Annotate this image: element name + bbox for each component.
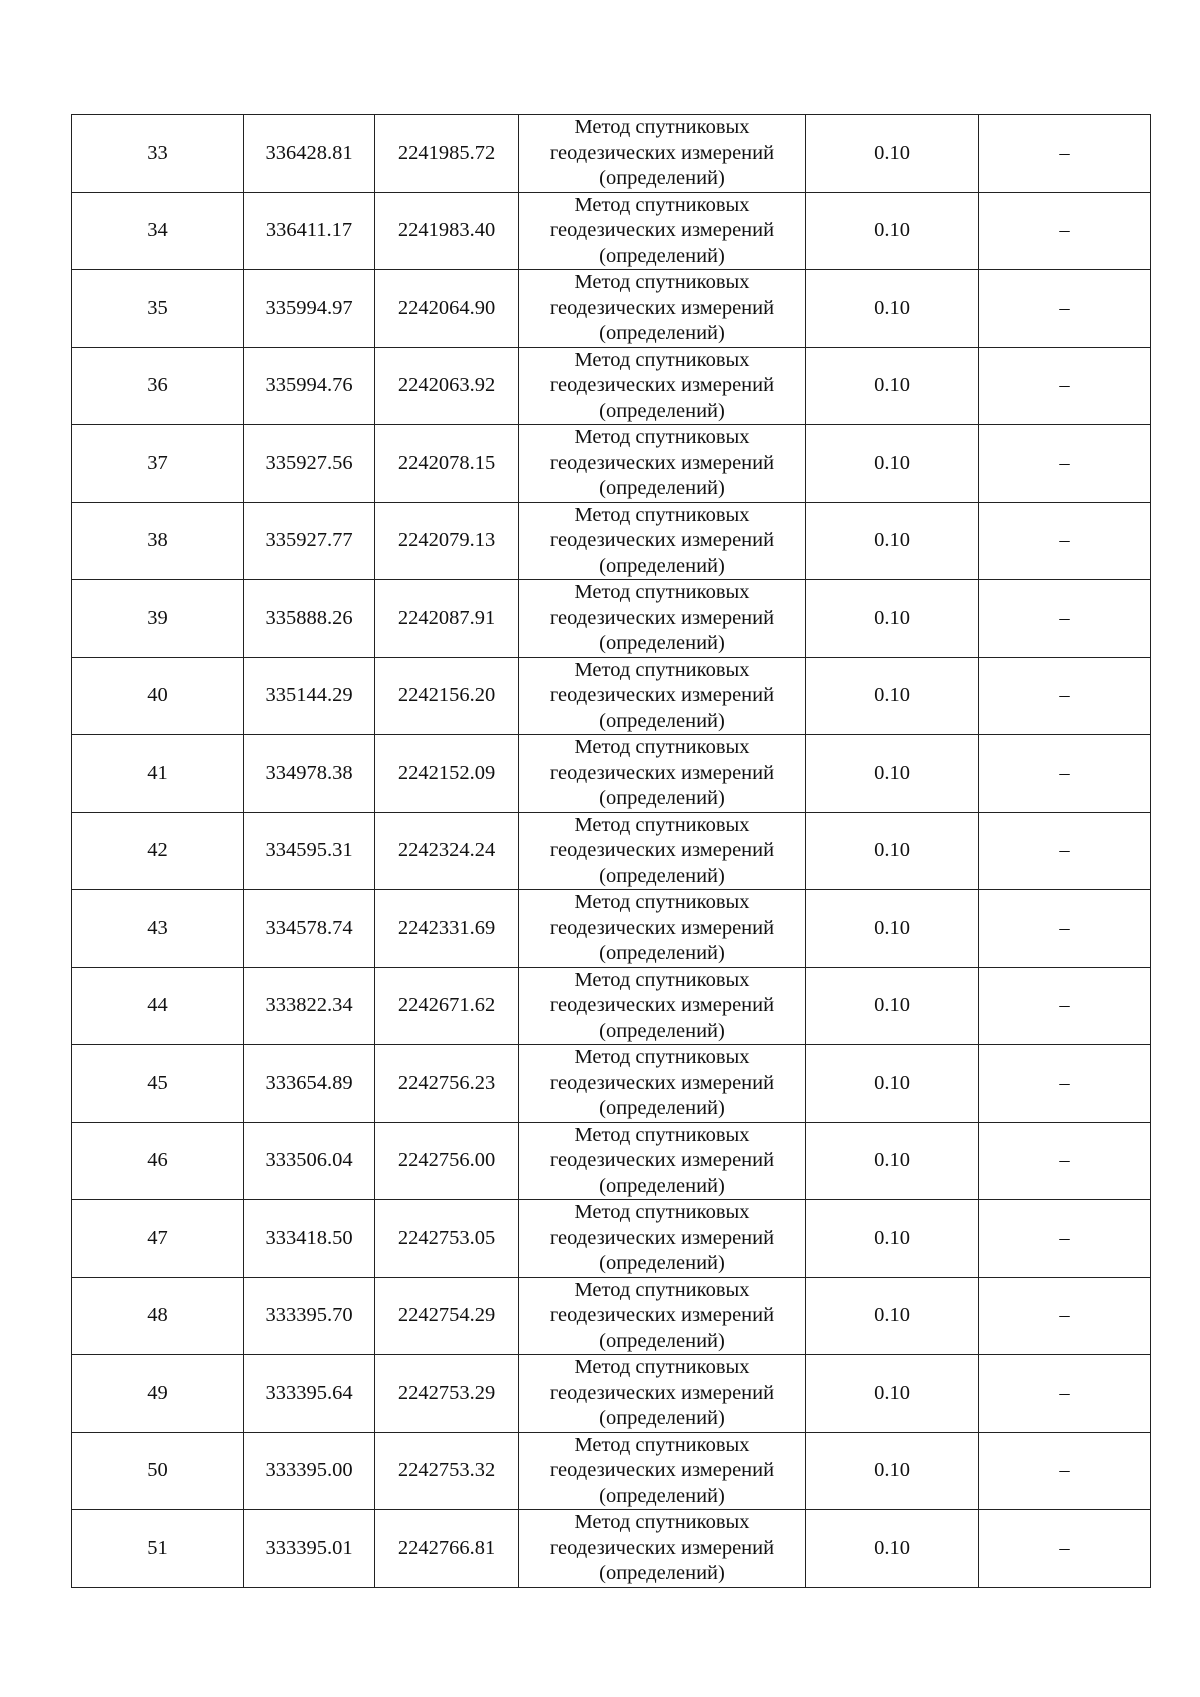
accuracy-cell: 0.10 — [806, 967, 979, 1045]
coordinate-x-cell: 333654.89 — [244, 1045, 375, 1123]
method-text-line: Метод спутниковых — [574, 116, 750, 138]
coordinate-x-cell: 334578.74 — [244, 890, 375, 968]
coordinate-x-cell: 336411.17 — [244, 192, 375, 270]
coordinate-x-cell: 333506.04 — [244, 1122, 375, 1200]
method-text-line: Метод спутниковых — [574, 1433, 750, 1456]
method-text-line: (определений) — [599, 787, 725, 809]
method-text-line: (определений) — [599, 864, 725, 887]
accuracy-cell: 0.10 — [806, 502, 979, 580]
accuracy-cell: 0.10 — [806, 1045, 979, 1123]
table-row — [72, 1122, 1151, 1200]
method-cell — [519, 812, 806, 890]
method-text-line: Метод спутниковых — [574, 426, 750, 448]
note-cell: – — [979, 347, 1151, 425]
point-number-cell: 45 — [72, 1045, 244, 1123]
accuracy-cell: 0.10 — [806, 192, 979, 270]
method-text-line: геодезических измерений — [549, 684, 775, 706]
note-cell: – — [979, 580, 1151, 658]
coordinate-y-cell: 2242324.24 — [375, 812, 519, 890]
coordinate-y-cell: 2242087.91 — [375, 580, 519, 658]
table-row — [72, 347, 1151, 425]
coordinate-y-cell: 2242671.62 — [375, 967, 519, 1045]
coordinate-x-cell: 335888.26 — [244, 580, 375, 658]
method-text-line: (определений) — [599, 1019, 725, 1042]
method-text-line: геодезических измерений — [549, 1071, 775, 1094]
coordinate-y-cell: 2242756.00 — [375, 1122, 519, 1200]
table-row — [72, 812, 1151, 890]
table-row — [72, 580, 1151, 658]
method-text-line: (определений) — [599, 554, 725, 577]
method-text-line: (определений) — [599, 1562, 725, 1584]
table-row — [72, 1045, 1151, 1123]
note-cell: – — [979, 115, 1151, 193]
method-cell — [519, 580, 806, 658]
coordinate-y-cell: 2242156.20 — [375, 657, 519, 735]
accuracy-cell: 0.10 — [806, 1510, 979, 1588]
coordinate-x-cell: 335927.56 — [244, 425, 375, 503]
method-text-line: геодезических измерений — [549, 296, 775, 319]
method-text-line: геодезических измерений — [549, 1226, 775, 1249]
method-text-line: геодезических измерений — [549, 916, 775, 939]
method-text-line: (определений) — [599, 1407, 725, 1429]
method-text-line: геодезических измерений — [549, 606, 775, 629]
method-text-line: Метод спутниковых — [574, 348, 750, 371]
method-cell — [519, 425, 806, 503]
method-text-line: Метод спутниковых — [574, 1356, 750, 1378]
accuracy-cell: 0.10 — [806, 1355, 979, 1433]
method-text-line: геодезических измерений — [549, 994, 775, 1016]
accuracy-cell: 0.10 — [806, 657, 979, 735]
method-text-line: (определений) — [599, 322, 725, 344]
coordinate-x-cell: 333395.00 — [244, 1432, 375, 1510]
coordinate-x-cell: 333395.64 — [244, 1355, 375, 1433]
method-cell — [519, 192, 806, 270]
accuracy-cell: 0.10 — [806, 1277, 979, 1355]
accuracy-cell: 0.10 — [806, 580, 979, 658]
coordinate-x-cell: 334978.38 — [244, 735, 375, 813]
coordinates-table-body — [72, 115, 1151, 1588]
point-number-cell: 47 — [72, 1200, 244, 1278]
method-text-line: геодезических измерений — [549, 451, 775, 474]
accuracy-cell: 0.10 — [806, 115, 979, 193]
note-cell: – — [979, 192, 1151, 270]
method-text-line: (определений) — [599, 167, 725, 189]
point-number-cell: 44 — [72, 967, 244, 1045]
method-text-line: геодезических измерений — [549, 839, 775, 861]
coordinate-y-cell: 2242063.92 — [375, 347, 519, 425]
coordinate-y-cell: 2242766.81 — [375, 1510, 519, 1588]
coordinate-x-cell: 333395.01 — [244, 1510, 375, 1588]
coordinate-y-cell: 2242756.23 — [375, 1045, 519, 1123]
method-text-line: геодезических измерений — [549, 1304, 775, 1326]
point-number-cell: 43 — [72, 890, 244, 968]
method-text-line: Метод спутниковых — [574, 658, 750, 681]
point-number-cell: 51 — [72, 1510, 244, 1588]
table-row — [72, 1200, 1151, 1278]
table-row — [72, 657, 1151, 735]
method-text-line: Метод спутниковых — [574, 581, 750, 603]
accuracy-cell: 0.10 — [806, 890, 979, 968]
note-cell: – — [979, 890, 1151, 968]
method-text-line: геодезических измерений — [549, 529, 775, 551]
point-number-cell: 37 — [72, 425, 244, 503]
coordinate-x-cell: 336428.81 — [244, 115, 375, 193]
note-cell: – — [979, 657, 1151, 735]
note-cell: – — [979, 967, 1151, 1045]
coordinate-y-cell: 2242331.69 — [375, 890, 519, 968]
method-text-line: (определений) — [599, 399, 725, 422]
method-text-line: (определений) — [599, 244, 725, 267]
method-text-line: Метод спутниковых — [574, 736, 750, 758]
method-text-line: геодезических измерений — [549, 1459, 775, 1481]
coordinate-x-cell: 335144.29 — [244, 657, 375, 735]
point-number-cell: 50 — [72, 1432, 244, 1510]
method-text-line: геодезических измерений — [549, 761, 775, 784]
method-cell — [519, 735, 806, 813]
method-text-line: Метод спутниковых — [574, 813, 750, 836]
method-cell — [519, 1510, 806, 1588]
accuracy-cell: 0.10 — [806, 1122, 979, 1200]
point-number-cell: 39 — [72, 580, 244, 658]
method-text-line: Метод спутниковых — [574, 968, 750, 991]
point-number-cell: 34 — [72, 192, 244, 270]
coordinate-x-cell: 335927.77 — [244, 502, 375, 580]
coordinate-y-cell: 2241985.72 — [375, 115, 519, 193]
coordinate-y-cell: 2242753.29 — [375, 1355, 519, 1433]
coordinate-x-cell: 333822.34 — [244, 967, 375, 1045]
method-text-line: геодезических измерений — [549, 141, 775, 164]
coordinate-y-cell: 2242753.05 — [375, 1200, 519, 1278]
method-text-line: геодезических измерений — [549, 1536, 775, 1559]
method-text-line: (определений) — [599, 1097, 725, 1119]
method-text-line: (определений) — [599, 1252, 725, 1274]
accuracy-cell: 0.10 — [806, 347, 979, 425]
method-cell — [519, 657, 806, 735]
method-cell — [519, 967, 806, 1045]
accuracy-cell: 0.10 — [806, 812, 979, 890]
table-row — [72, 1510, 1151, 1588]
table-row — [72, 1432, 1151, 1510]
method-text-line: Метод спутниковых — [574, 891, 750, 913]
method-text-line: геодезических измерений — [549, 219, 775, 241]
note-cell: – — [979, 1045, 1151, 1123]
table-row — [72, 425, 1151, 503]
method-text-line: Метод спутниковых — [574, 193, 750, 216]
accuracy-cell: 0.10 — [806, 735, 979, 813]
point-number-cell: 35 — [72, 270, 244, 348]
method-text-line: геодезических измерений — [549, 374, 775, 396]
method-cell — [519, 1122, 806, 1200]
point-number-cell: 33 — [72, 115, 244, 193]
table-row — [72, 192, 1151, 270]
note-cell: – — [979, 502, 1151, 580]
method-cell — [519, 347, 806, 425]
coordinate-x-cell: 335994.97 — [244, 270, 375, 348]
method-text-line: Метод спутниковых — [574, 1278, 750, 1301]
method-text-line: Метод спутниковых — [574, 1046, 750, 1068]
method-text-line: (определений) — [599, 942, 725, 964]
method-text-line: геодезических измерений — [549, 1149, 775, 1171]
coordinate-x-cell: 334595.31 — [244, 812, 375, 890]
table-row — [72, 890, 1151, 968]
method-text-line: (определений) — [599, 1484, 725, 1507]
point-number-cell: 49 — [72, 1355, 244, 1433]
method-cell — [519, 502, 806, 580]
method-text-line: (определений) — [599, 1174, 725, 1197]
table-row — [72, 1355, 1151, 1433]
coordinate-y-cell: 2242078.15 — [375, 425, 519, 503]
table-row — [72, 115, 1151, 193]
note-cell: – — [979, 1510, 1151, 1588]
table-row — [72, 967, 1151, 1045]
method-cell — [519, 1355, 806, 1433]
note-cell: – — [979, 1122, 1151, 1200]
coordinates-table — [71, 114, 1151, 1588]
table-row — [72, 270, 1151, 348]
coordinate-y-cell: 2242079.13 — [375, 502, 519, 580]
accuracy-cell: 0.10 — [806, 270, 979, 348]
coordinate-y-cell: 2242753.32 — [375, 1432, 519, 1510]
note-cell: – — [979, 735, 1151, 813]
accuracy-cell: 0.10 — [806, 425, 979, 503]
method-text-line: (определений) — [599, 1329, 725, 1352]
coordinate-y-cell: 2242754.29 — [375, 1277, 519, 1355]
table-row — [72, 502, 1151, 580]
method-cell — [519, 270, 806, 348]
point-number-cell: 38 — [72, 502, 244, 580]
method-cell — [519, 1200, 806, 1278]
coordinate-x-cell: 335994.76 — [244, 347, 375, 425]
method-text-line: (определений) — [599, 632, 725, 654]
point-number-cell: 48 — [72, 1277, 244, 1355]
method-text-line: геодезических измерений — [549, 1381, 775, 1404]
method-text-line: Метод спутниковых — [574, 1511, 750, 1533]
note-cell: – — [979, 1355, 1151, 1433]
method-cell — [519, 1432, 806, 1510]
coordinate-x-cell: 333418.50 — [244, 1200, 375, 1278]
note-cell: – — [979, 1200, 1151, 1278]
table-row — [72, 1277, 1151, 1355]
coordinate-y-cell: 2242152.09 — [375, 735, 519, 813]
accuracy-cell: 0.10 — [806, 1432, 979, 1510]
accuracy-cell: 0.10 — [806, 1200, 979, 1278]
coordinate-y-cell: 2241983.40 — [375, 192, 519, 270]
note-cell: – — [979, 1277, 1151, 1355]
point-number-cell: 36 — [72, 347, 244, 425]
method-cell — [519, 890, 806, 968]
point-number-cell: 40 — [72, 657, 244, 735]
method-text-line: Метод спутниковых — [574, 1201, 750, 1223]
coordinate-x-cell: 333395.70 — [244, 1277, 375, 1355]
point-number-cell: 41 — [72, 735, 244, 813]
note-cell: – — [979, 1432, 1151, 1510]
method-cell — [519, 1277, 806, 1355]
note-cell: – — [979, 425, 1151, 503]
note-cell: – — [979, 812, 1151, 890]
method-text-line: Метод спутниковых — [574, 271, 750, 293]
coordinate-y-cell: 2242064.90 — [375, 270, 519, 348]
method-cell — [519, 115, 806, 193]
point-number-cell: 42 — [72, 812, 244, 890]
table-row — [72, 735, 1151, 813]
method-text-line: Метод спутниковых — [574, 1123, 750, 1146]
method-text-line: (определений) — [599, 477, 725, 499]
note-cell: – — [979, 270, 1151, 348]
method-text-line: (определений) — [599, 709, 725, 732]
point-number-cell: 46 — [72, 1122, 244, 1200]
method-text-line: Метод спутниковых — [574, 503, 750, 526]
method-cell — [519, 1045, 806, 1123]
